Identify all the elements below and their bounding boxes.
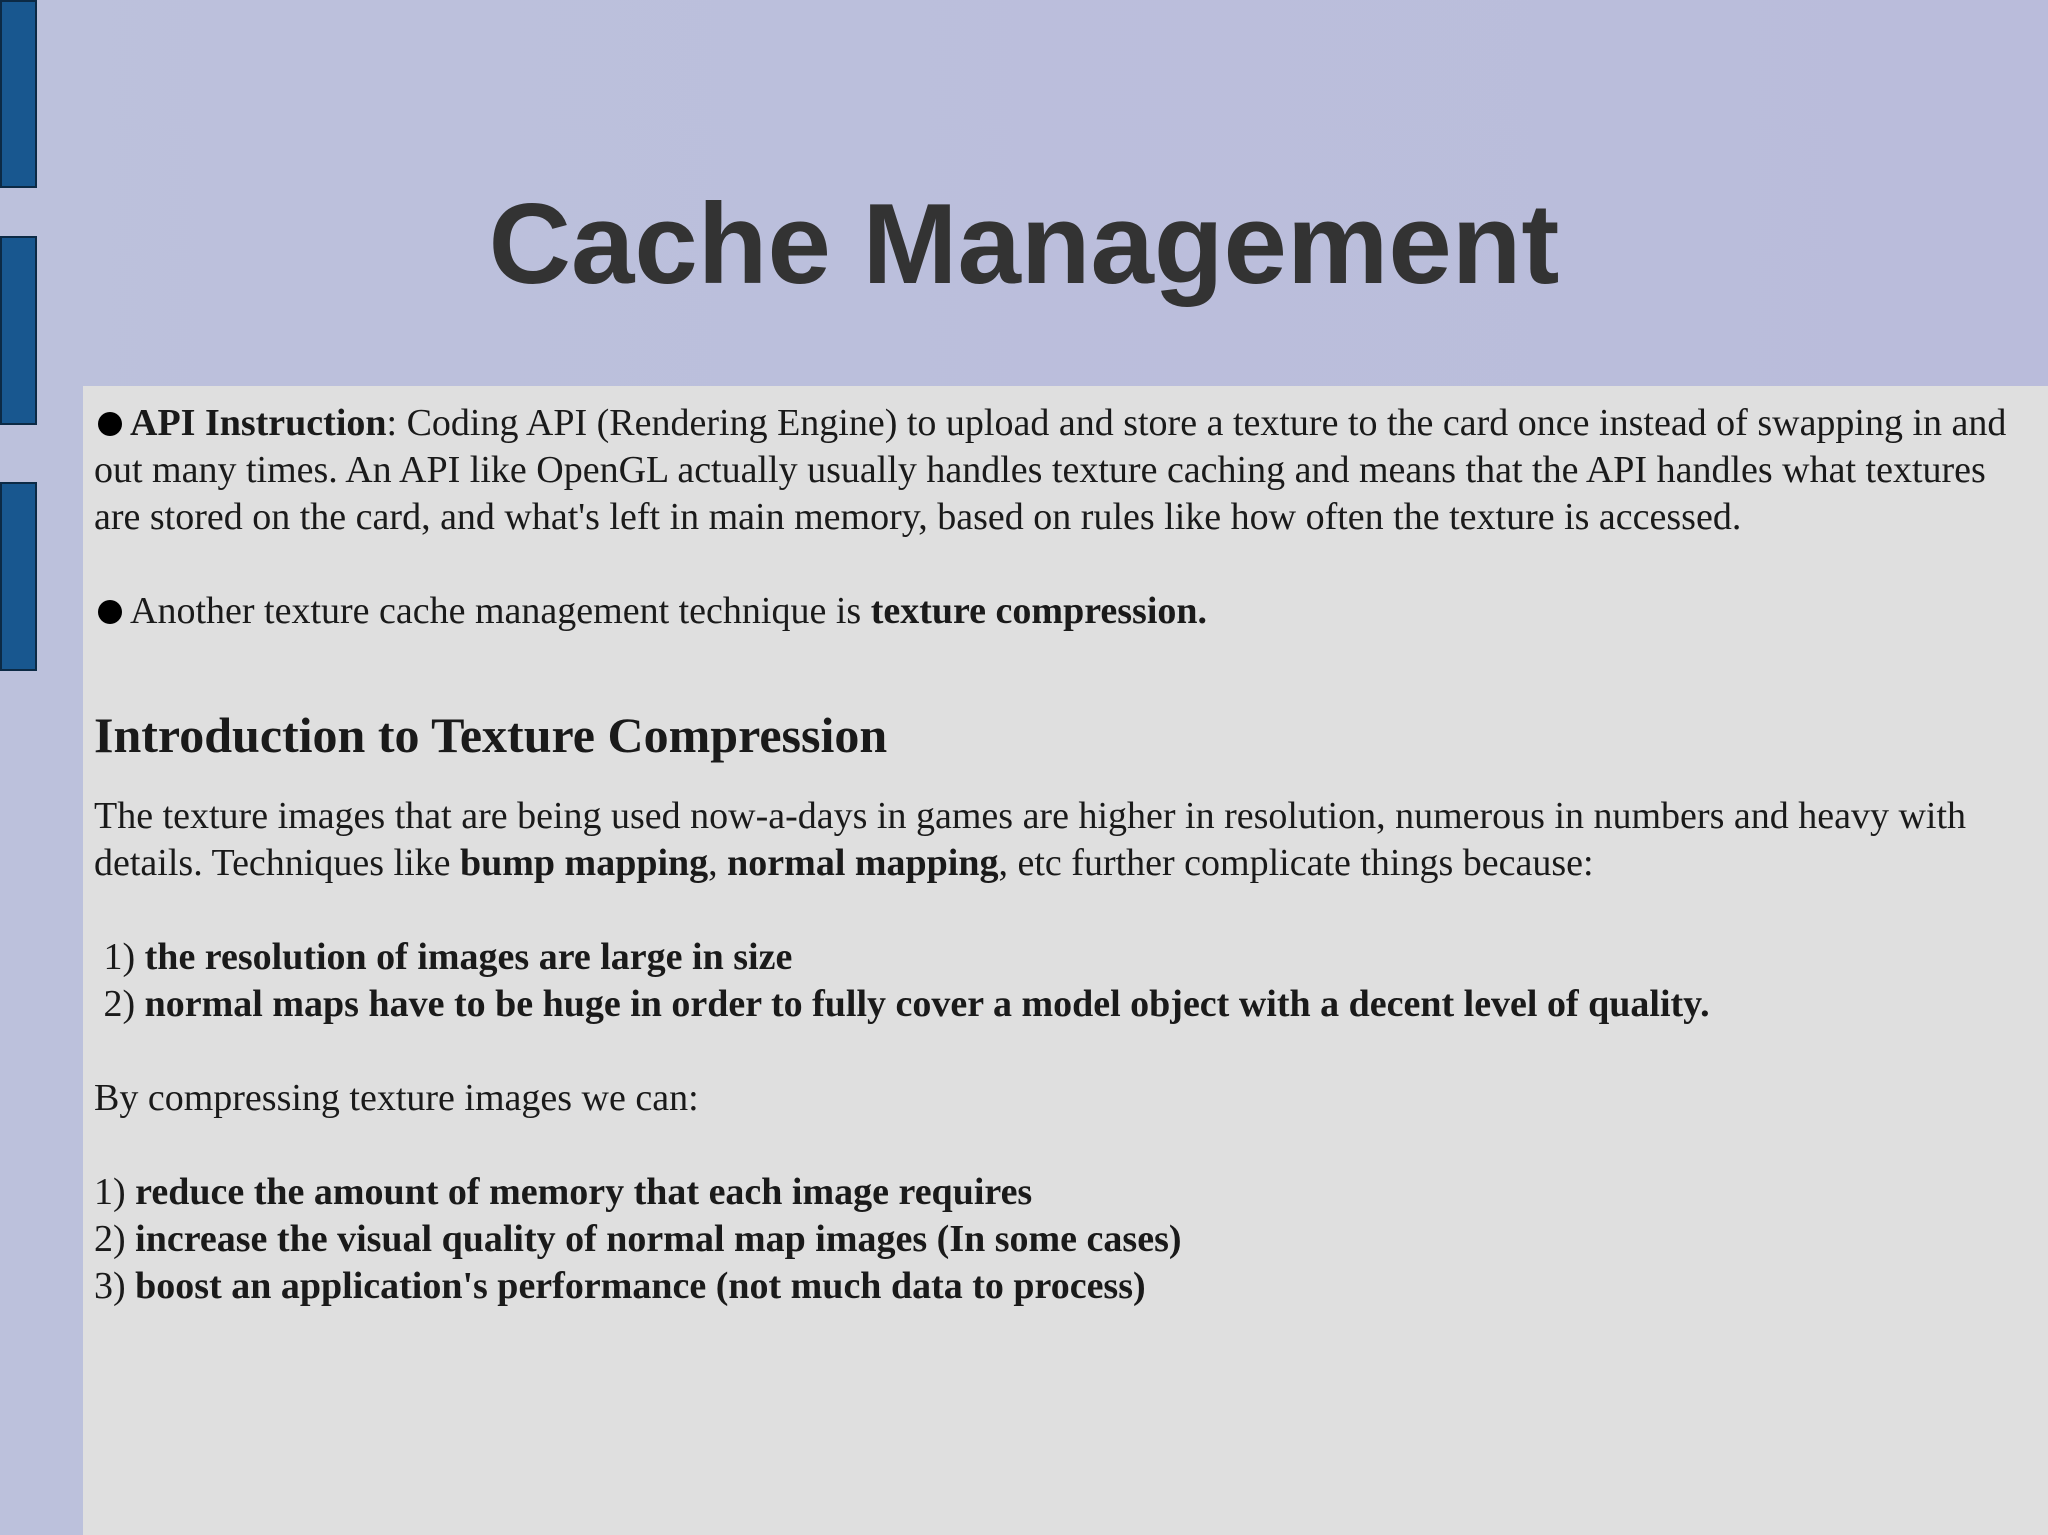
bullet-dot-icon — [98, 412, 122, 436]
benefit-item — [94, 1263, 2020, 1310]
reason-text: the resolution of images are large in size — [144, 936, 793, 978]
bullet-dot-icon — [98, 600, 122, 624]
reason-number: 2) — [94, 983, 145, 1025]
intro-part1: The texture images that are being used now-a-days in games are higher in resolution, numerous in numbers and heavy with details. Techniques like — [94, 795, 1967, 884]
side-bar-top — [0, 0, 37, 188]
bullet-api-instruction — [94, 400, 2020, 541]
api-instruction-text: : Coding API (Rendering Engine) to upload and store a texture to the card once instead of swapping in and out many times. An API like OpenGL actually usually handles texture caching and means that the API handles what textures are stored on the card, and what's left in main memory, based on rules like how often the texture is accessed. — [94, 402, 2007, 538]
api-instruction-label: API Instruction — [130, 402, 387, 444]
side-bar-bottom — [0, 482, 37, 671]
bullet-compression — [94, 588, 2020, 635]
benefit-item — [94, 1216, 2020, 1263]
benefit-item — [94, 1169, 2020, 1216]
compression-bold: texture compression. — [870, 590, 1208, 632]
benefit-text: boost an application's performance (not much data to process) — [135, 1265, 1146, 1307]
intro-part2: , etc further complicate things because: — [998, 842, 1594, 884]
reason-item — [94, 981, 2020, 1028]
intro-paragraph — [94, 793, 2020, 887]
benefit-number: 1) — [94, 1171, 136, 1213]
intro-bold-normal: normal mapping — [727, 842, 999, 884]
benefit-number: 2) — [94, 1218, 136, 1260]
compression-text: Another texture cache management technique is — [130, 590, 871, 632]
slide-title: Cache Management — [488, 181, 1560, 308]
intro-bold-bump: bump mapping — [460, 842, 709, 884]
benefit-number: 3) — [94, 1265, 136, 1307]
content-panel — [83, 386, 2048, 1535]
reason-item — [94, 934, 2020, 981]
intro-sep: , — [708, 842, 728, 884]
reason-text: normal maps have to be huge in order to fully cover a model object with a decent level of quality. — [144, 983, 1710, 1025]
compress-intro: By compressing texture images we can: — [94, 1077, 699, 1119]
benefit-text: reduce the amount of memory that each image requires — [135, 1171, 1033, 1213]
benefit-text: increase the visual quality of normal map images (In some cases) — [135, 1218, 1182, 1260]
reason-number: 1) — [94, 936, 145, 978]
section-subheading: Introduction to Texture Compression — [94, 707, 888, 763]
